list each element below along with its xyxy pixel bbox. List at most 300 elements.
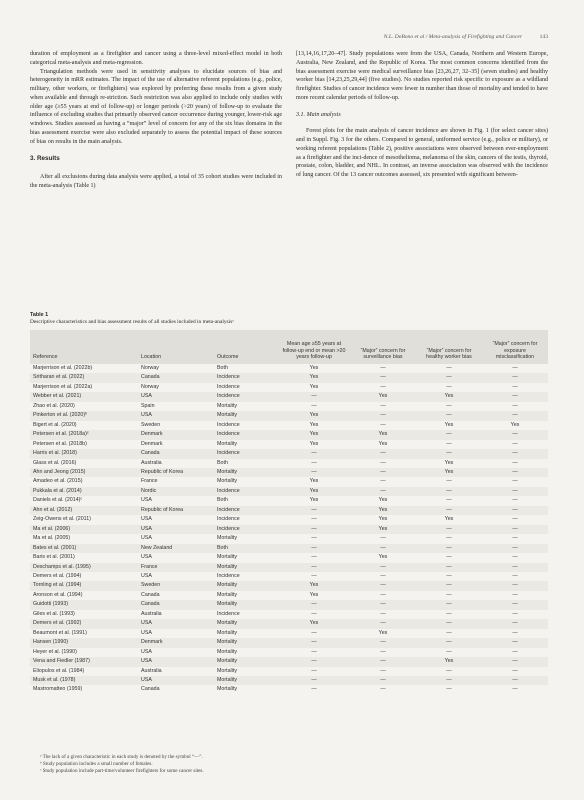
- cell-outcome: Mortality: [217, 402, 238, 409]
- table-row: [30, 648, 548, 657]
- cell-location: Denmark: [141, 431, 163, 438]
- cell-age-followup: —: [311, 468, 317, 475]
- cell-reference: Demers et al. (1992): [33, 620, 82, 627]
- cell-reference: Pinkerton et al. (2020)ᵇ: [33, 412, 88, 419]
- cell-age-followup: —: [311, 525, 317, 532]
- cell-age-followup: —: [311, 610, 317, 617]
- table-row: [30, 572, 548, 581]
- cell-reference: Daniels et al. (2014)ᶜ: [33, 497, 83, 504]
- cell-healthy-worker-bias: —: [446, 383, 452, 390]
- cell-location: New Zealand: [141, 544, 173, 551]
- cell-outcome: Both: [217, 544, 228, 551]
- cell-reference: Marjerrison et al. (2022a): [33, 383, 93, 390]
- cell-outcome: Mortality: [217, 686, 238, 693]
- cell-age-followup: Yes: [309, 440, 319, 447]
- cell-exposure-misclassification: —: [512, 544, 518, 551]
- cell-healthy-worker-bias: —: [446, 497, 452, 504]
- cell-location: USA: [141, 629, 152, 636]
- footnote-a: ᵃ The lack of a given characteristic in each study is denoted by the symbol “—”.: [40, 754, 203, 760]
- table-header-row: [30, 330, 548, 364]
- right-paragraph-1: [13,14,16,17,20–47]. Study populations were from the USA, Canada, Northern and Western Europe, Australia, New Zealand, and the Republic of Korea. The most common concerns identified from the bias assessment exercise were medical surveillance bias [23,26,27, 32–35] (seven studies) and healthy worker bias [14,23,25,29,44] (five studies). No studies reported risk specific to exposure as a wildland firefighter. Studies of cancer incidence were fewer in number than those of mortality and tended to have more recent calendar periods of follow-up.: [296, 51, 548, 101]
- cell-exposure-misclassification: —: [512, 554, 518, 561]
- table-row: [30, 638, 548, 647]
- cell-reference: Eliopulos et al. (1984): [33, 667, 85, 674]
- cell-outcome: Mortality: [217, 554, 238, 561]
- cell-outcome: Mortality: [217, 591, 238, 598]
- table-footnotes: [34, 754, 548, 776]
- cell-surveillance-bias: —: [380, 686, 386, 693]
- cell-outcome: Mortality: [217, 676, 238, 683]
- cell-location: France: [141, 478, 158, 485]
- cell-healthy-worker-bias: —: [446, 601, 452, 608]
- cell-outcome: Incidence: [217, 421, 240, 428]
- cell-reference: Pukkala et al. (2014): [33, 487, 82, 494]
- cell-surveillance-bias: —: [380, 459, 386, 466]
- cell-outcome: Mortality: [217, 440, 238, 447]
- table-row: [30, 600, 548, 609]
- right-column: [296, 50, 548, 180]
- cell-reference: Giles et al. (1993): [33, 610, 75, 617]
- cell-age-followup: —: [311, 554, 317, 561]
- cell-healthy-worker-bias: —: [446, 629, 452, 636]
- cell-outcome: Mortality: [217, 582, 238, 589]
- cell-reference: Aronson et al. (1994): [33, 591, 83, 598]
- cell-surveillance-bias: Yes: [378, 431, 388, 438]
- cell-location: USA: [141, 676, 152, 683]
- cell-outcome: Incidence: [217, 450, 240, 457]
- cell-surveillance-bias: —: [380, 487, 386, 494]
- cell-location: Sweden: [141, 582, 161, 589]
- cell-location: Denmark: [141, 440, 163, 447]
- cell-surveillance-bias: —: [380, 639, 386, 646]
- cell-reference: Guidotti (1993): [33, 601, 69, 608]
- cell-outcome: Mortality: [217, 563, 238, 570]
- cell-healthy-worker-bias: —: [446, 639, 452, 646]
- cell-healthy-worker-bias: —: [446, 506, 452, 513]
- cell-reference: Zhao et al. (2020): [33, 402, 75, 409]
- cell-healthy-worker-bias: —: [446, 365, 452, 371]
- cell-surveillance-bias: —: [380, 468, 386, 475]
- table-row: [30, 487, 548, 496]
- cell-location: Australia: [141, 459, 162, 466]
- cell-age-followup: —: [311, 402, 317, 409]
- cell-location: USA: [141, 648, 152, 655]
- cell-reference: Heyer et al. (1990): [33, 648, 77, 655]
- cell-surveillance-bias: Yes: [378, 393, 388, 400]
- cell-healthy-worker-bias: —: [446, 544, 452, 551]
- cell-surveillance-bias: —: [380, 383, 386, 390]
- cell-age-followup: —: [311, 450, 317, 457]
- cell-healthy-worker-bias: —: [446, 591, 452, 598]
- table-row: [30, 506, 548, 515]
- cell-outcome: Incidence: [217, 487, 240, 494]
- cell-exposure-misclassification: —: [512, 402, 518, 409]
- cell-exposure-misclassification: —: [512, 563, 518, 570]
- cell-exposure-misclassification: —: [512, 383, 518, 390]
- cell-reference: Bates et al. (2001): [33, 544, 77, 551]
- table-row: [30, 477, 548, 486]
- table-row: [30, 468, 548, 477]
- cell-reference: Sritharan et al. (2022): [33, 374, 85, 381]
- cell-surveillance-bias: —: [380, 374, 386, 381]
- cell-healthy-worker-bias: —: [446, 450, 452, 457]
- cell-location: USA: [141, 572, 152, 579]
- cell-exposure-misclassification: —: [512, 440, 518, 447]
- cell-age-followup: Yes: [309, 620, 319, 627]
- cell-healthy-worker-bias: —: [446, 478, 452, 485]
- cell-reference: Zeig-Owens et al. (2011): [33, 516, 91, 523]
- cell-outcome: Mortality: [217, 478, 238, 485]
- cell-location: USA: [141, 658, 152, 665]
- cell-healthy-worker-bias: Yes: [444, 658, 454, 665]
- cell-location: USA: [141, 525, 152, 532]
- table-row: [30, 402, 548, 411]
- table-row: [30, 534, 548, 543]
- cell-age-followup: —: [311, 648, 317, 655]
- cell-exposure-misclassification: —: [512, 667, 518, 674]
- table-row: [30, 544, 548, 553]
- cell-surveillance-bias: —: [380, 478, 386, 485]
- cell-healthy-worker-bias: —: [446, 582, 452, 589]
- cell-healthy-worker-bias: Yes: [444, 516, 454, 523]
- table-row: [30, 364, 548, 373]
- cell-outcome: Incidence: [217, 516, 240, 523]
- cell-age-followup: Yes: [309, 591, 319, 598]
- cell-location: Australia: [141, 667, 162, 674]
- cell-outcome: Incidence: [217, 525, 240, 532]
- cell-age-followup: —: [311, 629, 317, 636]
- cell-location: Republic of Korea: [141, 468, 184, 475]
- cell-surveillance-bias: —: [380, 572, 386, 579]
- table-row: [30, 515, 548, 524]
- cell-reference: Mastromatteo (1959): [33, 686, 83, 693]
- cell-reference: Ma et al. (2006): [33, 525, 71, 532]
- left-paragraph-2: Triangulation methods were used in sensitivity analyses to elucidate sources of bias and heterogeneity in mRR estimates. The impact of the use of alternative referent populations (e.g., police, military, other workers, or firefighters) was explored by preferring these results from a given study when available and through re-striction. Such restriction was also applied to include only studies with older age (≥55 years at end of follow-up) or longer periods (>20 years) of follow-up to evaluate the influence of excluding studies that primarily observed cancer occurrence during younger, lower-risk age windows. Studies assessed as having a “major” level of concern for any of the six bias domains in the bias assessment exercise were also excluded separately to assess the potential impact of these sources of bias on results in the main analysis.: [30, 68, 282, 145]
- cell-surveillance-bias: —: [380, 402, 386, 409]
- cell-age-followup: —: [311, 667, 317, 674]
- table-row: [30, 449, 548, 458]
- cell-exposure-misclassification: —: [512, 686, 518, 693]
- cell-outcome: Both: [217, 365, 228, 371]
- cell-surveillance-bias: —: [380, 535, 386, 542]
- cell-reference: Hansen (1990): [33, 639, 69, 646]
- cell-location: Republic of Korea: [141, 506, 184, 513]
- cell-surveillance-bias: Yes: [378, 525, 388, 532]
- cell-age-followup: —: [311, 535, 317, 542]
- cell-reference: Vena and Fiedler (1987): [33, 658, 90, 665]
- table-row: [30, 496, 548, 505]
- cell-outcome: Mortality: [217, 629, 238, 636]
- cell-age-followup: Yes: [309, 582, 319, 589]
- cell-surveillance-bias: —: [380, 582, 386, 589]
- cell-reference: Tornling et al. (1994): [33, 582, 82, 589]
- cell-reference: Ma et al. (2005): [33, 535, 71, 542]
- cell-healthy-worker-bias: —: [446, 535, 452, 542]
- cell-outcome: Incidence: [217, 393, 240, 400]
- cell-location: Canada: [141, 601, 160, 608]
- cell-exposure-misclassification: —: [512, 582, 518, 589]
- cell-exposure-misclassification: Yes: [510, 421, 520, 428]
- cell-reference: Amadeo et al. (2015): [33, 478, 83, 485]
- cell-location: Nordic: [141, 487, 157, 494]
- cell-age-followup: —: [311, 544, 317, 551]
- cell-surveillance-bias: Yes: [378, 516, 388, 523]
- table-caption: [30, 312, 548, 326]
- cell-outcome: Mortality: [217, 620, 238, 627]
- cell-exposure-misclassification: —: [512, 374, 518, 381]
- cell-location: USA: [141, 535, 152, 542]
- cell-location: USA: [141, 393, 152, 400]
- header-location: Location: [141, 354, 162, 361]
- cell-exposure-misclassification: —: [512, 572, 518, 579]
- cell-age-followup: —: [311, 393, 317, 400]
- cell-exposure-misclassification: —: [512, 506, 518, 513]
- cell-reference: Beaumont et al. (1991): [33, 629, 87, 636]
- cell-exposure-misclassification: —: [512, 629, 518, 636]
- cell-surveillance-bias: —: [380, 365, 386, 371]
- cell-location: Canada: [141, 374, 160, 381]
- cell-exposure-misclassification: —: [512, 478, 518, 485]
- cell-exposure-misclassification: —: [512, 525, 518, 532]
- table-row: [30, 676, 548, 685]
- cell-surveillance-bias: Yes: [378, 554, 388, 561]
- cell-surveillance-bias: —: [380, 563, 386, 570]
- cell-exposure-misclassification: —: [512, 610, 518, 617]
- cell-reference: Baris et al. (2001): [33, 554, 75, 561]
- cell-surveillance-bias: —: [380, 421, 386, 428]
- studies-table: [30, 330, 548, 695]
- cell-exposure-misclassification: —: [512, 648, 518, 655]
- cell-healthy-worker-bias: —: [446, 440, 452, 447]
- cell-location: Australia: [141, 610, 162, 617]
- cell-age-followup: Yes: [309, 421, 319, 428]
- cell-exposure-misclassification: —: [512, 639, 518, 646]
- table-row: [30, 667, 548, 676]
- cell-healthy-worker-bias: —: [446, 554, 452, 561]
- cell-age-followup: —: [311, 516, 317, 523]
- cell-healthy-worker-bias: —: [446, 686, 452, 693]
- cell-exposure-misclassification: —: [512, 620, 518, 627]
- table-row: [30, 373, 548, 382]
- cell-surveillance-bias: —: [380, 412, 386, 419]
- header-surveillance-bias: “Major” concern for surveillance bias: [360, 347, 406, 361]
- cell-exposure-misclassification: —: [512, 516, 518, 523]
- table-row: [30, 591, 548, 600]
- cell-healthy-worker-bias: Yes: [444, 468, 454, 475]
- subsection-heading-main-analysis: 3.1. Main analysis: [296, 111, 341, 118]
- cell-exposure-misclassification: —: [512, 658, 518, 665]
- cell-healthy-worker-bias: —: [446, 563, 452, 570]
- table-row: [30, 411, 548, 420]
- header-exposure-misclassification: “Major” concern for exposure misclassification: [492, 341, 538, 361]
- cell-surveillance-bias: Yes: [378, 440, 388, 447]
- cell-outcome: Both: [217, 459, 228, 466]
- cell-exposure-misclassification: —: [512, 459, 518, 466]
- cell-surveillance-bias: —: [380, 667, 386, 674]
- cell-reference: Harris et al. (2018): [33, 450, 77, 457]
- cell-age-followup: —: [311, 639, 317, 646]
- cell-location: Canada: [141, 686, 160, 693]
- right-paragraph-2: Forest plots for the main analysis of cancer incidence are shown in Fig. 1 (for select cancer sites) and in Suppl. Fig. 3 for the others. Compared to general, uniformed service (e.g., police or military), or working referent populations (Table 2), positive associations were observed between ever-employment as a firefighter and the inci-dence of mesothelioma, melanoma of the skin, cancers of the testis, thyroid, prostate, colon, bladder, and NHL. In contrast, an inverse association was observed with the incidence of lung cancer. Of the 13 cancer outcomes assessed, six presented with significant between-: [296, 128, 548, 178]
- cell-location: USA: [141, 497, 152, 504]
- cell-healthy-worker-bias: —: [446, 525, 452, 532]
- table-row: [30, 685, 548, 694]
- cell-surveillance-bias: Yes: [378, 629, 388, 636]
- cell-exposure-misclassification: —: [512, 497, 518, 504]
- cell-age-followup: —: [311, 658, 317, 665]
- cell-surveillance-bias: —: [380, 676, 386, 683]
- cell-location: Spain: [141, 402, 155, 409]
- cell-location: USA: [141, 412, 152, 419]
- cell-reference: Glass et al. (2016): [33, 459, 77, 466]
- cell-reference: Musk et al. (1978): [33, 676, 76, 683]
- cell-outcome: Both: [217, 497, 228, 504]
- left-paragraph-1: duration of employment as a firefighter and cancer using a three-level mixed-effect model in both categorical meta-analysis and meta-regression.: [30, 51, 282, 66]
- cell-exposure-misclassification: —: [512, 468, 518, 475]
- cell-outcome: Mortality: [217, 468, 238, 475]
- left-column: [30, 50, 282, 191]
- table-row: [30, 657, 548, 666]
- cell-surveillance-bias: —: [380, 591, 386, 598]
- cell-exposure-misclassification: —: [512, 365, 518, 371]
- cell-location: USA: [141, 554, 152, 561]
- cell-outcome: Incidence: [217, 431, 240, 438]
- cell-healthy-worker-bias: —: [446, 610, 452, 617]
- cell-healthy-worker-bias: —: [446, 648, 452, 655]
- table-row: [30, 459, 548, 468]
- cell-healthy-worker-bias: —: [446, 487, 452, 494]
- cell-outcome: Mortality: [217, 535, 238, 542]
- cell-age-followup: Yes: [309, 374, 319, 381]
- footnote-c: ᶜ Study population include part-time/volunteer firefighters for some cancer sites.: [40, 768, 204, 775]
- footnote-b: ᵇ Study population includes a small number of females.: [40, 761, 153, 768]
- cell-surveillance-bias: Yes: [378, 497, 388, 504]
- header-age-followup: Mean age ≥55 years at follow-up end or mean >20 years follow-up: [282, 341, 346, 361]
- cell-age-followup: Yes: [309, 478, 319, 485]
- cell-location: Norway: [141, 383, 159, 390]
- cell-healthy-worker-bias: —: [446, 431, 452, 438]
- cell-reference: Webber et al. (2021): [33, 393, 82, 400]
- cell-age-followup: Yes: [309, 412, 319, 419]
- cell-age-followup: —: [311, 459, 317, 466]
- cell-location: USA: [141, 620, 152, 627]
- cell-location: Sweden: [141, 421, 161, 428]
- cell-age-followup: —: [311, 506, 317, 513]
- cell-age-followup: —: [311, 676, 317, 683]
- table-row: [30, 421, 548, 430]
- cell-exposure-misclassification: —: [512, 601, 518, 608]
- section-heading-results: 3. Results: [30, 155, 60, 163]
- table-row: [30, 383, 548, 392]
- cell-location: Canada: [141, 591, 160, 598]
- cell-reference: Petersen et al. (2018b): [33, 440, 87, 447]
- table-row: [30, 563, 548, 572]
- cell-surveillance-bias: —: [380, 658, 386, 665]
- header-reference: Reference: [33, 354, 58, 361]
- cell-healthy-worker-bias: —: [446, 572, 452, 579]
- cell-reference: Marjerrison et al. (2022b): [33, 365, 93, 371]
- cell-healthy-worker-bias: —: [446, 412, 452, 419]
- cell-exposure-misclassification: —: [512, 676, 518, 683]
- cell-age-followup: Yes: [309, 383, 319, 390]
- cell-surveillance-bias: —: [380, 620, 386, 627]
- cell-outcome: Incidence: [217, 610, 240, 617]
- table-row: [30, 440, 548, 449]
- cell-exposure-misclassification: —: [512, 393, 518, 400]
- cell-surveillance-bias: —: [380, 544, 386, 551]
- cell-healthy-worker-bias: Yes: [444, 459, 454, 466]
- header-healthy-worker-bias: “Major” concern for healthy worker bias: [426, 347, 472, 361]
- table-row: [30, 392, 548, 401]
- page-number: 143: [539, 34, 548, 40]
- table-row: [30, 525, 548, 534]
- cell-exposure-misclassification: —: [512, 487, 518, 494]
- cell-location: Canada: [141, 450, 160, 457]
- cell-reference: Deschamps et al. (1995): [33, 563, 91, 570]
- table-body: [30, 364, 548, 695]
- cell-reference: Ahn et al. (2012): [33, 506, 73, 513]
- cell-surveillance-bias: —: [380, 648, 386, 655]
- cell-age-followup: Yes: [309, 497, 319, 504]
- cell-reference: Petersen et al. (2018a)ᶜ: [33, 431, 89, 438]
- cell-exposure-misclassification: —: [512, 450, 518, 457]
- cell-outcome: Mortality: [217, 601, 238, 608]
- cell-surveillance-bias: —: [380, 610, 386, 617]
- cell-surveillance-bias: Yes: [378, 506, 388, 513]
- cell-age-followup: Yes: [309, 431, 319, 438]
- cell-exposure-misclassification: —: [512, 412, 518, 419]
- cell-age-followup: —: [311, 572, 317, 579]
- cell-healthy-worker-bias: Yes: [444, 421, 454, 428]
- cell-surveillance-bias: —: [380, 450, 386, 457]
- cell-location: France: [141, 563, 158, 570]
- table-row: [30, 553, 548, 562]
- table-label: Table 1: [30, 312, 49, 318]
- cell-reference: Ahn and Jeong (2015): [33, 468, 86, 475]
- header-outcome: Outcome: [217, 354, 239, 361]
- cell-outcome: Incidence: [217, 383, 240, 390]
- cell-healthy-worker-bias: —: [446, 667, 452, 674]
- cell-healthy-worker-bias: —: [446, 374, 452, 381]
- cell-outcome: Incidence: [217, 506, 240, 513]
- table-row: [30, 430, 548, 439]
- cell-surveillance-bias: —: [380, 601, 386, 608]
- table-row: [30, 581, 548, 590]
- table-row: [30, 610, 548, 619]
- cell-healthy-worker-bias: —: [446, 620, 452, 627]
- running-title: N.L. DeBono et al / Meta-analysis of Firefighting and Cancer: [383, 34, 522, 40]
- cell-age-followup: —: [311, 601, 317, 608]
- cell-age-followup: Yes: [309, 487, 319, 494]
- cell-age-followup: —: [311, 563, 317, 570]
- cell-location: USA: [141, 516, 152, 523]
- cell-outcome: Incidence: [217, 572, 240, 579]
- cell-outcome: Incidence: [217, 374, 240, 381]
- cell-age-followup: Yes: [309, 365, 319, 371]
- table-row: [30, 619, 548, 628]
- cell-outcome: Mortality: [217, 658, 238, 665]
- cell-outcome: Mortality: [217, 639, 238, 646]
- cell-healthy-worker-bias: —: [446, 676, 452, 683]
- cell-age-followup: —: [311, 686, 317, 693]
- cell-exposure-misclassification: —: [512, 535, 518, 542]
- cell-exposure-misclassification: —: [512, 431, 518, 438]
- page-header: [30, 34, 548, 46]
- body-text: [30, 50, 548, 312]
- cell-healthy-worker-bias: Yes: [444, 393, 454, 400]
- left-paragraph-3: After all exclusions during data analysis were applied, a total of 35 cohort studies were included in the meta-analysis (Table 1): [30, 174, 282, 189]
- table-row: [30, 629, 548, 638]
